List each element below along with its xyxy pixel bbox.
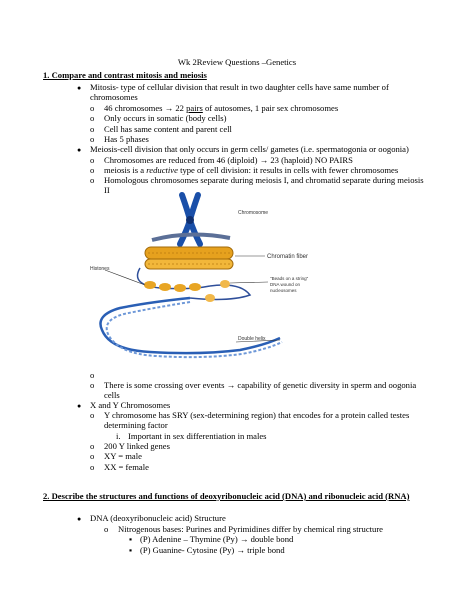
sub-marker: o (90, 370, 95, 380)
mitosis-chromosome-count (104, 103, 338, 113)
square-marker: ▪ (129, 545, 133, 555)
sub-marker: o (90, 124, 95, 134)
sub-marker: o (90, 451, 95, 461)
xy-male: XY = male (104, 451, 142, 461)
sub-marker: o (104, 524, 109, 534)
bullet-dot-marker: ● (77, 515, 82, 523)
chromatin-fiber-image (145, 234, 233, 269)
nucleosome-beads-image (138, 268, 251, 302)
text-fragment: meiosis is a (104, 165, 147, 175)
reductive-word: reductive (146, 165, 178, 175)
dna-chromosome-figure (90, 190, 330, 370)
text-fragment: type of cell division: it results in cells with fewer chromosomes (177, 165, 399, 175)
meiosis-reductive (104, 165, 398, 175)
pairs-word: pairs (186, 103, 203, 113)
crossing-over-text-cont: cells (104, 390, 120, 400)
text-fragment: 22 (173, 103, 187, 113)
double-helix-image (100, 298, 282, 357)
text-fragment: 46 chromosomes (104, 103, 165, 113)
sub-marker: o (90, 441, 95, 451)
sry-text: Y chromosome has SRY (sex-determining region) that encodes for a protein called testes (104, 410, 410, 420)
sry-subpoint: Important in sex differentiation in males (128, 431, 267, 441)
mitosis-definition: Mitosis- type of cellular division that result in two daughter cells have same number of (90, 82, 389, 92)
sub-marker: o (90, 134, 95, 144)
figure-label-chromatin: Chromatin fiber (267, 254, 309, 260)
figure-label-histones: Histones (90, 266, 110, 272)
sub-marker: o (90, 175, 95, 185)
sub-marker: o (90, 155, 95, 165)
q1-heading: 1. Compare and contrast mitosis and meiosis (43, 70, 207, 80)
sub-marker: o (90, 113, 95, 123)
arrow-icon: → (164, 103, 174, 113)
meiosis-reduction: Chromosomes are reduced from 46 (diploid) → 23 (haploid) NO PAIRS (104, 155, 353, 165)
nitrogenous-bases: Nitrogenous bases: Purines and Pyrimidines differ by chemical ring structure (118, 524, 383, 534)
meiosis-homologous: Homologous chromosomes separate during meiosis I, and chromatid separate during meiosis (104, 175, 424, 185)
bullet-dot-marker: ● (77, 402, 82, 410)
sub-marker: o (90, 103, 95, 113)
sub-marker: o (90, 165, 95, 175)
meiosis-definition: Meiosis-cell division that only occurs in germ cells/ gametes (i.e. spermatogonia or oogonia) (90, 144, 409, 154)
sub-marker: o (90, 410, 95, 420)
figure-label-double-helix: Double helix (238, 336, 266, 342)
mitosis-content: Cell has same content and parent cell (104, 124, 232, 134)
figure-label-beads: nucleosomes (270, 288, 297, 293)
guanine-cytosine: (P) Guanine- Cytosine (Py) → triple bond (140, 545, 285, 555)
bullet-dot-marker: ● (77, 84, 82, 92)
sry-text-cont: determining factor (104, 420, 168, 430)
page-title: Wk 2Review Questions –Genetics (177, 57, 297, 67)
mitosis-phases: Has 5 phases (104, 134, 149, 144)
mitosis-definition-cont: chromosomes (90, 92, 138, 102)
text-fragment: of autosomes, 1 pair sex chromosomes (202, 103, 339, 113)
crossing-over-text: There is some crossing over events → capability of genetic diversity in sperm and oogonia (104, 380, 417, 390)
meiosis-homologous-cont: II (104, 185, 110, 195)
square-marker: ▪ (129, 534, 133, 544)
sub-marker: o (90, 462, 95, 472)
roman-marker: i. (116, 431, 121, 441)
figure-label-chromosome: Chromosome (238, 210, 269, 216)
adenine-thymine: (P) Adenine – Thymine (Py) → double bond (140, 534, 294, 544)
dna-structure: DNA (deoxyribonucleic acid) Structure (90, 513, 226, 523)
figure-label-beads: "Beads on a string" (270, 276, 309, 281)
xx-female: XX = female (104, 462, 149, 472)
sub-marker: o (90, 380, 95, 390)
figure-label-beads: DNA wound on (270, 282, 301, 287)
mitosis-somatic: Only occurs in somatic (body cells) (104, 113, 227, 123)
xy-heading: X and Y Chromosomes (90, 400, 171, 410)
bullet-dot-marker: ● (77, 146, 82, 154)
y-linked-genes: 200 Y linked genes (104, 441, 170, 451)
q2-heading: 2. Describe the structures and functions of deoxyribonucleic acid (DNA) and ribonucleic acid (RNA) (43, 491, 410, 501)
